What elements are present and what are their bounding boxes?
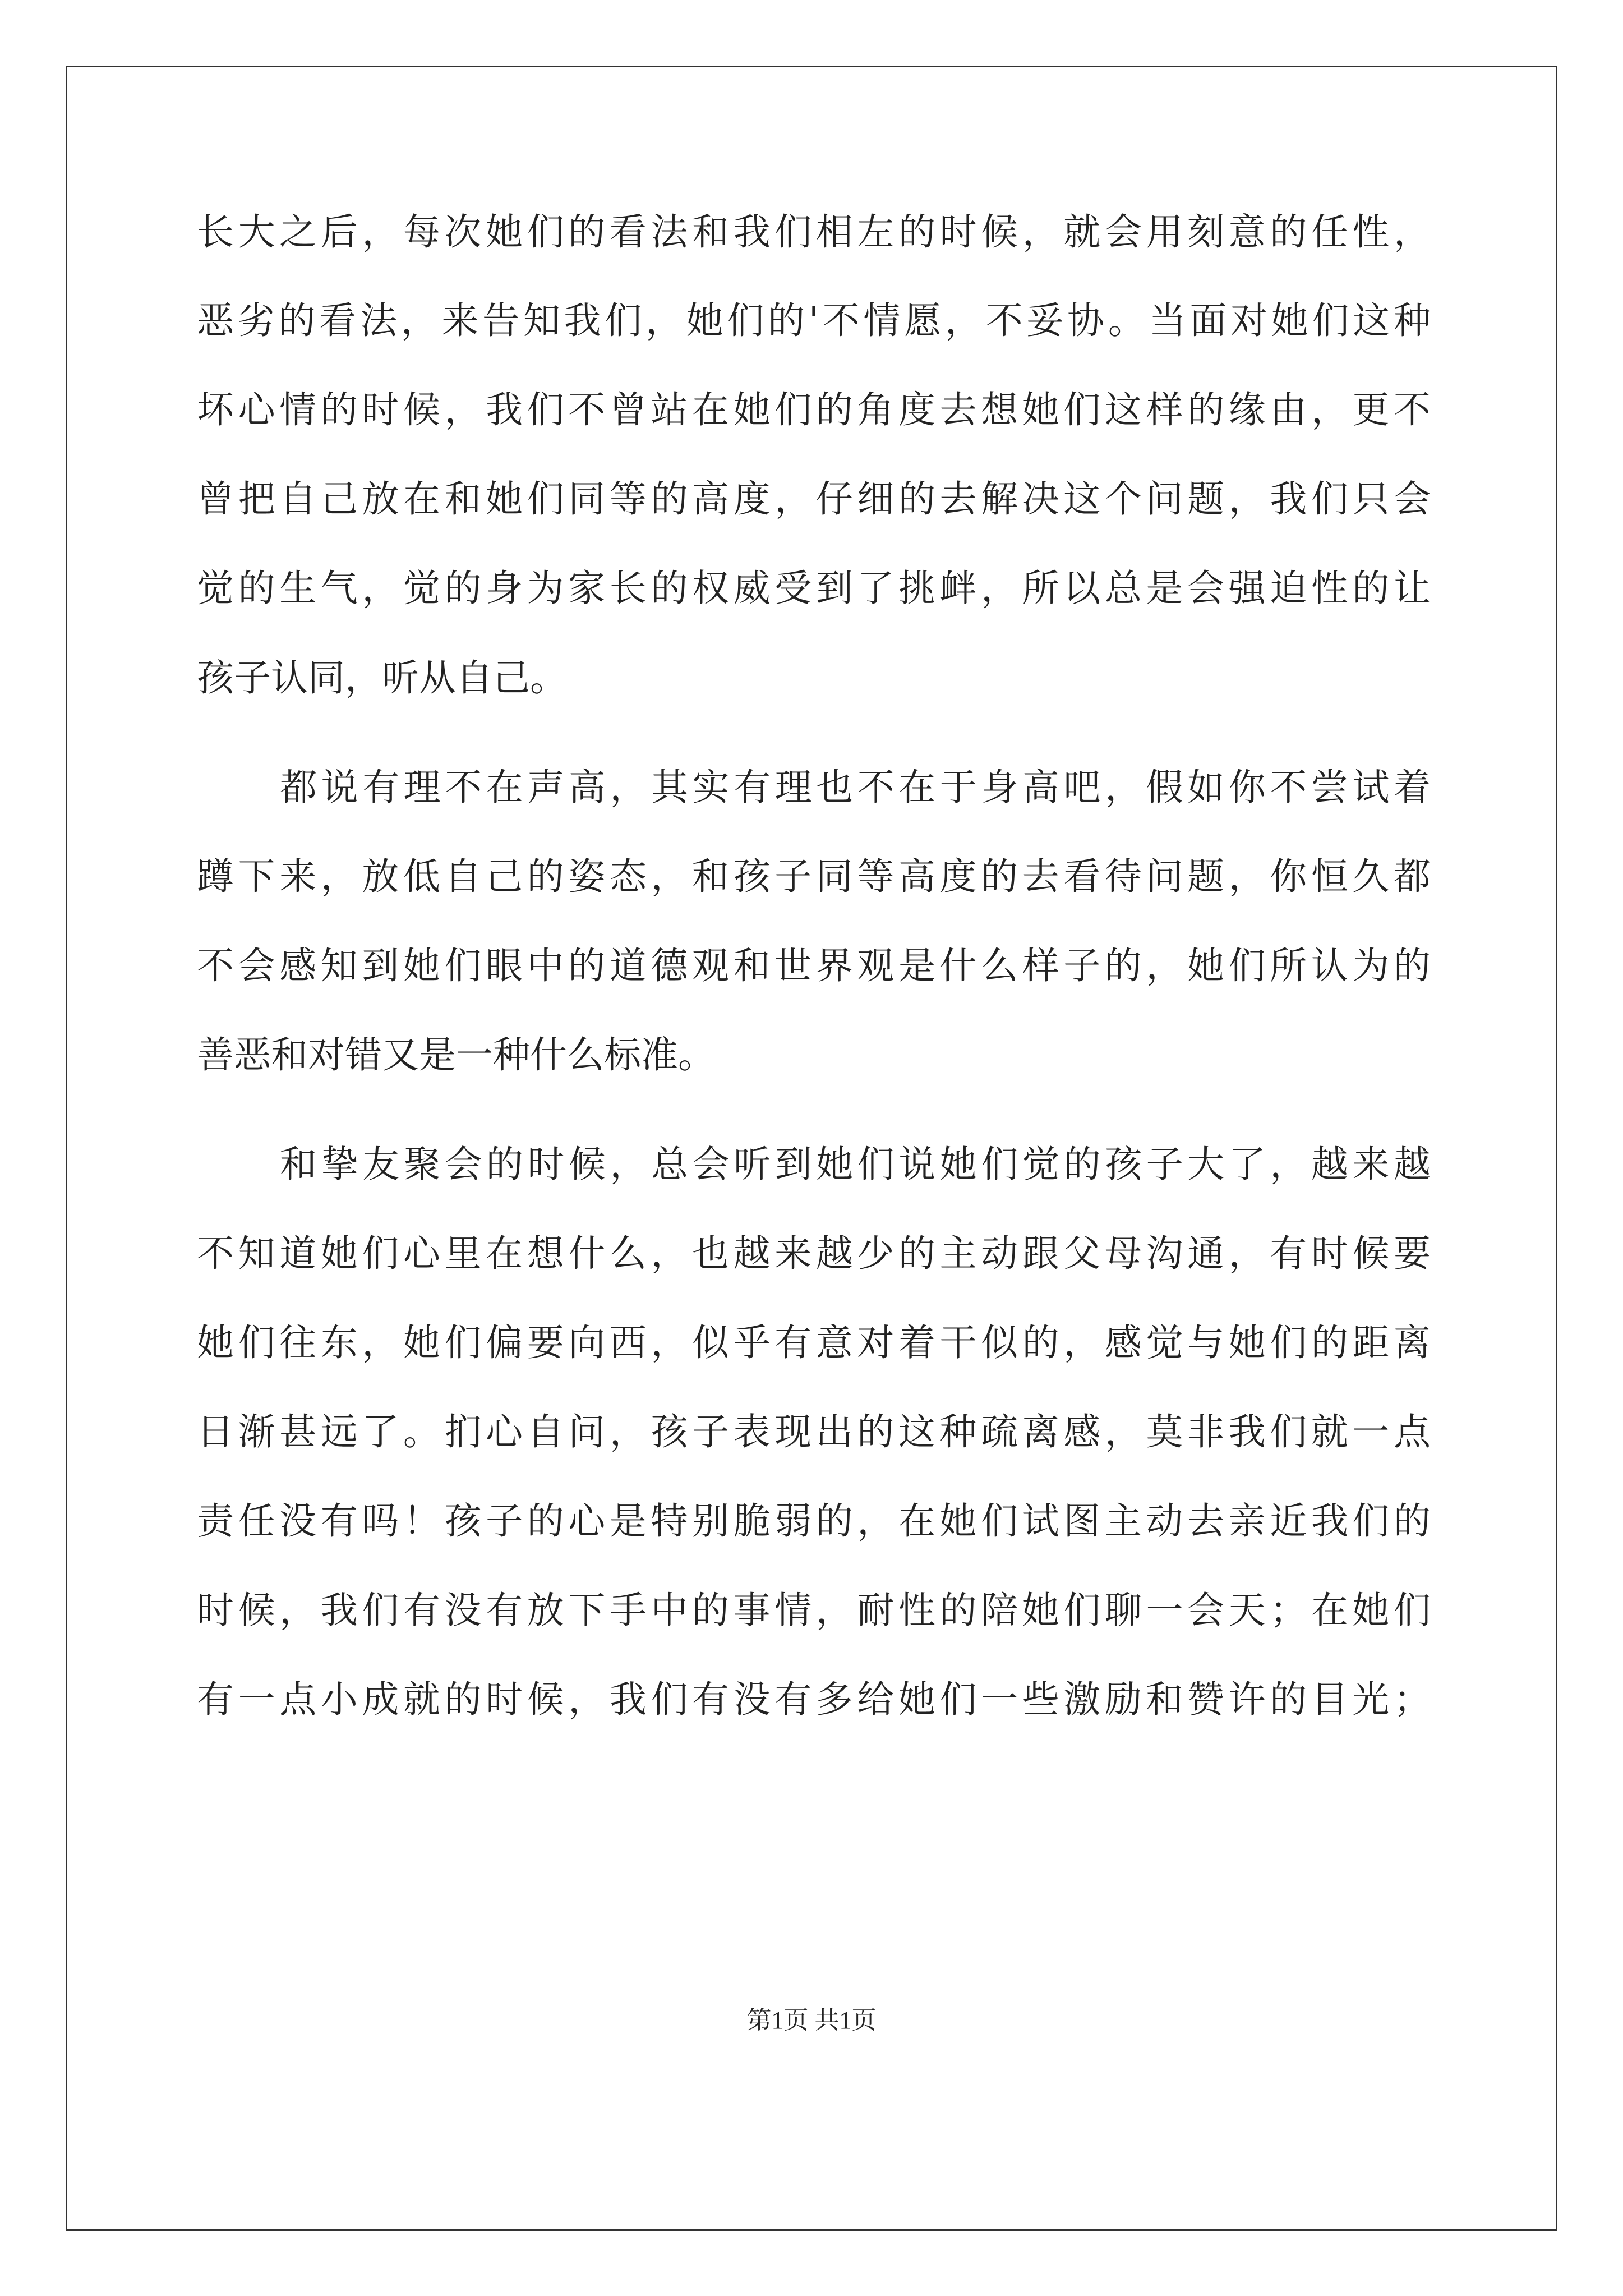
text-line: 坏心情的时候，我们不曾站在她们的角度去想她们这样的缘由，更不: [197, 388, 1431, 431]
text-line: 不会感知到她们眼中的道德观和世界观是什么样子的，她们所认为的: [197, 944, 1431, 987]
text-line: 日渐甚远了。扪心自问，孩子表现出的这种疏离感，莫非我们就一点: [197, 1410, 1431, 1453]
text-line: 不知道她们心里在想什么，也越来越少的主动跟父母沟通，有时候要: [197, 1232, 1431, 1275]
page-number-footer: 第1页 共1页: [746, 2007, 877, 2034]
text-line: 有一点小成就的时候，我们有没有多给她们一些激励和赞许的目光；: [197, 1678, 1431, 1721]
text-line: 她们往东，她们偏要向西，似乎有意对着干似的，感觉与她们的距离: [197, 1321, 1431, 1364]
text-line: 蹲下来，放低自己的姿态，和孩子同等高度的去看待问题，你恒久都: [197, 855, 1431, 898]
text-line: 长大之后，每次她们的看法和我们相左的时候，就会用刻意的任性，: [197, 210, 1431, 254]
text-line: 责任没有吗！孩子的心是特别脆弱的，在她们试图主动去亲近我们的: [197, 1499, 1431, 1543]
text-line: 曾把自己放在和她们同等的高度，仔细的去解决这个问题，我们只会: [197, 477, 1431, 521]
text-line: 时候，我们有没有放下手中的事情，耐性的陪她们聊一会天；在她们: [197, 1589, 1431, 1632]
text-line: 恶劣的看法，来告知我们，她们的'不情愿，不妥协。当面对她们这种: [197, 299, 1431, 342]
text-line: 觉的生气，觉的身为家长的权威受到了挑衅，所以总是会强迫性的让: [197, 567, 1431, 610]
text-line: 孩子认同，听从自己。: [197, 656, 567, 700]
text-line: 都说有理不在声高，其实有理也不在于身高吧，假如你不尝试着: [280, 766, 1431, 809]
text-line: 和挚友聚会的时候，总会听到她们说她们觉的孩子大了，越来越: [280, 1143, 1431, 1186]
text-line: 善恶和对错又是一种什么标准。: [197, 1033, 715, 1076]
